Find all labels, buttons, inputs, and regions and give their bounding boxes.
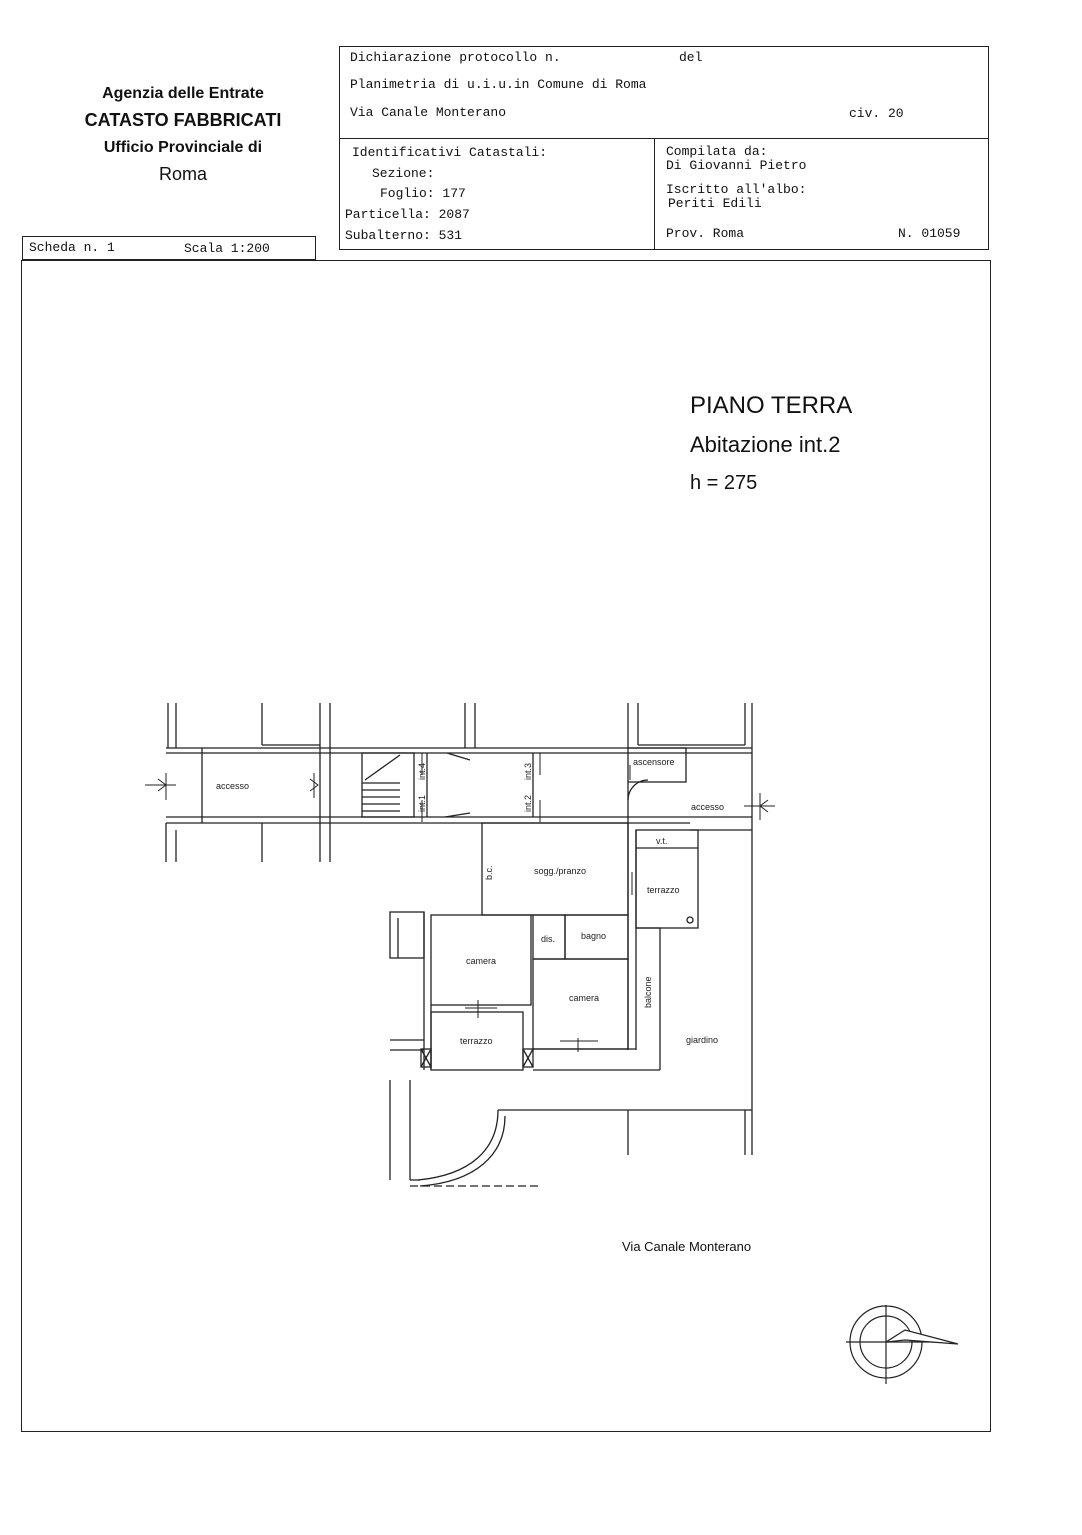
room-label-terrazzo-bottom: terrazzo xyxy=(460,1036,493,1046)
room-label-ascensore: ascensore xyxy=(633,757,675,767)
ids-title: Identificativi Catastali: xyxy=(352,145,548,160)
agency-name: Agenzia delle Entrate xyxy=(102,85,264,102)
province: Prov. Roma xyxy=(666,226,745,241)
room-label-bc: b.c. xyxy=(484,865,494,880)
registration-number: N. 01059 xyxy=(898,226,961,241)
street-label: Via Canale Monterano xyxy=(622,1239,752,1254)
room-label-soggiorno: sogg./pranzo xyxy=(534,866,587,876)
office-city: Roma xyxy=(158,164,207,184)
unit-label-int1: int.1 xyxy=(417,794,427,812)
scheda-number: Scheda n. 1 xyxy=(29,240,115,255)
compiled-label: Compilata da: xyxy=(666,144,768,159)
scale-label: Scala 1:200 xyxy=(184,241,270,256)
albo-value: Periti Edili xyxy=(668,196,762,211)
subalterno-field: Subalterno: 531 xyxy=(345,228,463,243)
room-label-accesso-left: accesso xyxy=(216,781,250,791)
sezione-field: Sezione: xyxy=(372,166,435,181)
unit-label-int3: int.3 xyxy=(523,762,533,780)
civic-number: civ. 20 xyxy=(849,106,904,121)
catasto-title: CATASTO FABBRICATI xyxy=(84,110,282,130)
street-name: Via Canale Monterano xyxy=(350,105,507,120)
protocol-date-label: del xyxy=(679,50,703,65)
room-label-balcone: balcone xyxy=(643,976,653,1008)
protocol-label: Dichiarazione protocollo n. xyxy=(350,50,561,65)
room-label-terrazzo-right: terrazzo xyxy=(647,885,680,895)
unit-label-int2: int.2 xyxy=(523,794,533,812)
room-label-accesso-right: accesso xyxy=(691,802,725,812)
north-arrow-icon xyxy=(846,1305,958,1384)
height-label: h = 275 xyxy=(690,472,758,494)
particella-field: Particella: 2087 xyxy=(345,207,470,222)
floor-title: PIANO TERRA xyxy=(690,392,853,419)
albo-label: Iscritto all'albo: xyxy=(666,182,807,197)
room-label-camera-1: camera xyxy=(466,956,497,966)
room-label-giardino: giardino xyxy=(686,1035,719,1045)
room-label-dis: dis. xyxy=(541,934,556,944)
office-label: Ufficio Provinciale di xyxy=(103,139,263,156)
foglio-field: Foglio: 177 xyxy=(380,186,466,201)
room-label-camera-2: camera xyxy=(569,993,600,1003)
unit-title: Abitazione int.2 xyxy=(690,432,841,457)
compiled-name: Di Giovanni Pietro xyxy=(666,158,807,173)
room-label-vt: v.t. xyxy=(656,836,668,846)
room-label-bagno: bagno xyxy=(581,931,607,941)
plan-label: Planimetria di u.i.u.in Comune di Roma xyxy=(350,77,647,92)
unit-label-int4: int.4 xyxy=(417,762,427,780)
